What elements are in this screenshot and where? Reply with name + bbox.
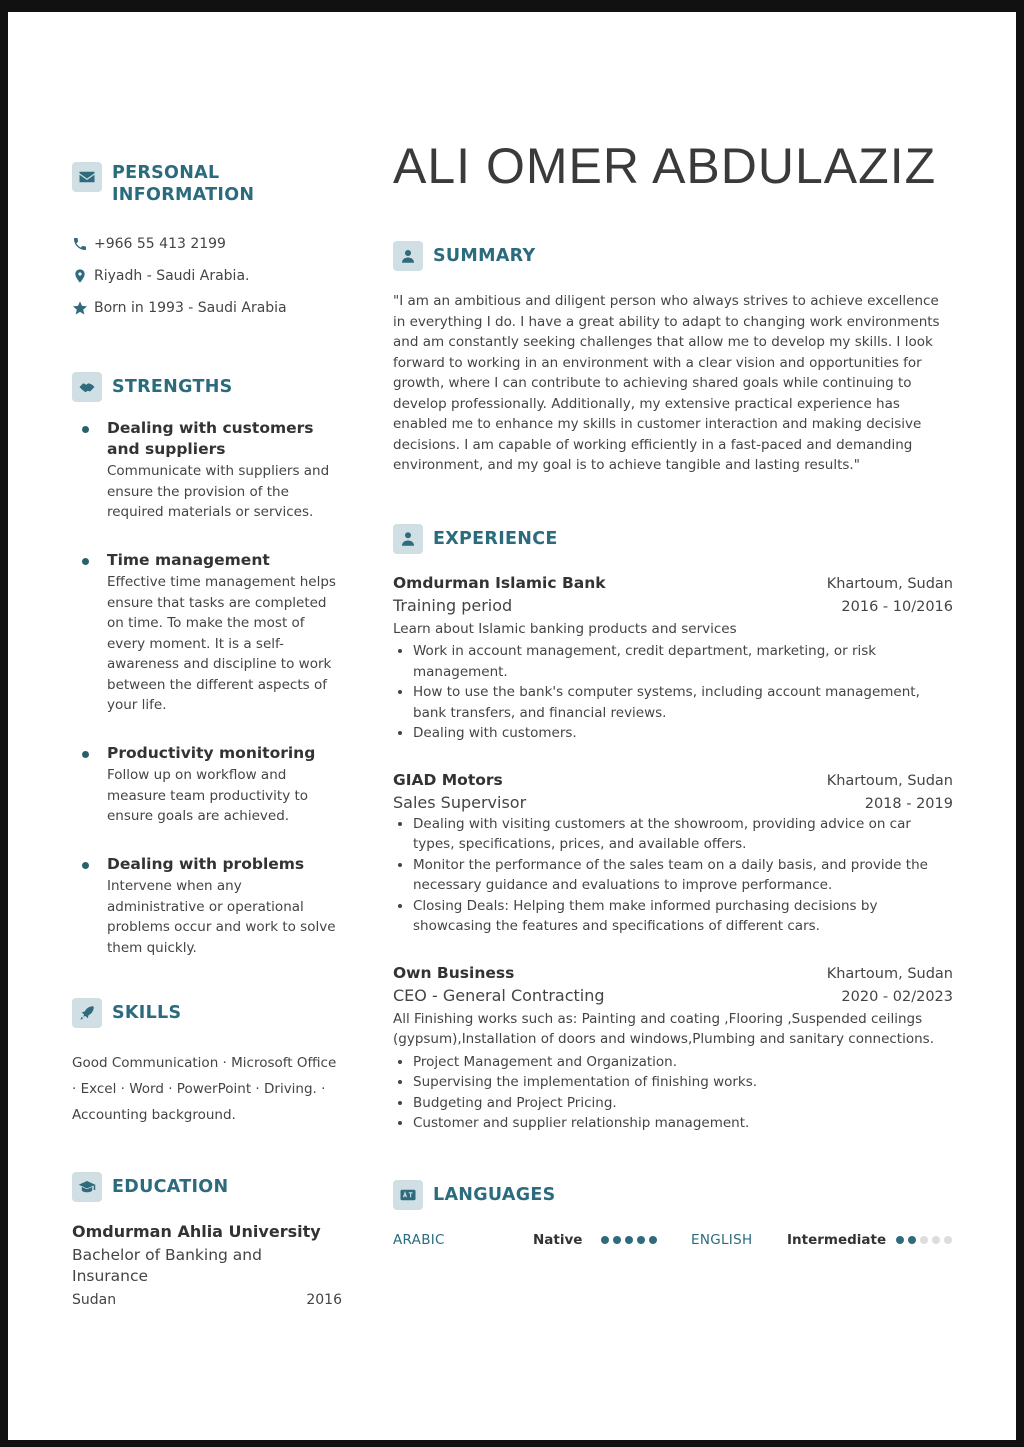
star-icon <box>72 300 88 316</box>
education-entry <box>72 1222 342 1308</box>
rating-dot <box>637 1236 645 1244</box>
bullet-dot <box>82 862 89 869</box>
candidate-name: ALI OMER ABDULAZIZ <box>393 138 937 194</box>
job-bullet: • Dealing with customers. <box>413 723 953 744</box>
job-role: Sales Supervisor <box>393 792 527 812</box>
right-column <box>393 136 953 1248</box>
job-company: Own Business <box>393 963 515 982</box>
strength-item <box>72 550 342 716</box>
job-subheader <box>393 596 953 615</box>
skills-text: Good Communication · Microsoft Office · Excel · Word · PowerPoint · Driving. · Accounting background. <box>72 1055 337 1123</box>
briefcase-person-icon <box>393 524 423 554</box>
job-dates: 2018 - 2019 <box>864 795 953 812</box>
summary-header <box>393 241 953 271</box>
language-name: ENGLISH <box>691 1231 753 1248</box>
job-header <box>393 574 953 592</box>
personal-info-header <box>72 162 342 206</box>
translate-icon <box>393 1180 423 1210</box>
job-subheader <box>393 986 953 1005</box>
rating-dot <box>649 1236 657 1244</box>
job-location: Khartoum, Sudan <box>826 575 953 592</box>
envelope-icon <box>72 162 102 192</box>
phone-icon <box>72 236 88 252</box>
born-row <box>72 292 342 324</box>
strengths-title: STRENGTHS <box>112 377 233 397</box>
job-entry <box>393 574 953 744</box>
bullet-dot <box>82 751 89 758</box>
map-pin-icon <box>72 268 88 284</box>
language-rating <box>601 1236 657 1244</box>
strength-title: Dealing with customers and suppliers <box>107 419 314 458</box>
job-company: Omdurman Islamic Bank <box>393 573 606 592</box>
job-bullet: • Work in account management, credit department, marketing, or risk management. <box>413 641 953 682</box>
job-desc: Learn about Islamic banking products and services <box>393 620 737 637</box>
job-company: GIAD Motors <box>393 770 503 789</box>
job-bullet: • Monitor the performance of the sales team on a daily basis, and provide the necessary guidance and evaluations to improve performance. <box>413 855 953 896</box>
personal-title-line2: INFORMATION <box>112 185 255 205</box>
education-school: Omdurman Ahlia University <box>72 1222 321 1241</box>
job-dates: 2016 - 10/2016 <box>841 598 953 615</box>
job-bullet: • Project Management and Organization. <box>413 1052 953 1073</box>
education-degree: Bachelor of Banking and Insurance <box>72 1246 262 1285</box>
bullet-dot <box>82 558 89 565</box>
language-level: Native <box>533 1231 583 1248</box>
job-dates: 2020 - 02/2023 <box>841 988 953 1005</box>
education-year: 2016 <box>306 1292 342 1308</box>
skills-header <box>72 998 342 1028</box>
summary-text: "I am an ambitious and diligent person who always strives to achieve excellence in everything I do. I have a great ability to adapt to changing work environments and am constantly seeking challenges that allow me to develop my skills. I look forward to working in an environment with a clear vision and opportunities for growth, where I can contribute to achieving shared goals while continuing to develop professionally. Additionally, my extensive practical experience has enabled me to enhance my skills in customer interaction and making decisive decisions. I am capable of working efficiently in a fast-paced and demanding environment, and my goal is to achieve tangible and lasting results." <box>393 293 940 473</box>
graduation-cap-icon <box>72 1172 102 1202</box>
job-role: Training period <box>393 595 513 615</box>
strength-desc: Follow up on workflow and measure team productivity to ensure goals are achieved. <box>107 767 309 824</box>
location-text: Riyadh - Saudi Arabia. <box>94 268 250 284</box>
education-country: Sudan <box>72 1292 117 1308</box>
rating-dot <box>613 1236 621 1244</box>
job-subheader <box>393 793 953 812</box>
personal-info-list <box>72 228 342 324</box>
languages-title: LANGUAGES <box>433 1184 556 1205</box>
language-rating <box>896 1236 952 1244</box>
job-bullet: • Closing Deals: Helping them make informed purchasing decisions by showcasing the features and specifications of different cars. <box>413 896 953 937</box>
phone-text: +966 55 413 2199 <box>94 236 226 252</box>
language-item <box>393 1232 691 1248</box>
rating-dot <box>908 1236 916 1244</box>
languages-header <box>393 1180 953 1210</box>
job-desc: All Finishing works such as: Painting and coating ,Flooring ,Suspended ceilings (gypsum),Installation of doors and windows,Plumbing and sanitary connections. <box>393 1010 934 1047</box>
education-footer <box>72 1292 342 1308</box>
rating-dot <box>932 1236 940 1244</box>
job-bullet: • Budgeting and Project Pricing. <box>413 1093 953 1114</box>
job-bullet: • Customer and supplier relationship management. <box>413 1113 953 1134</box>
language-item <box>691 1232 952 1248</box>
job-header <box>393 771 953 789</box>
strength-desc: Communicate with suppliers and ensure the provision of the required materials or services. <box>107 463 330 520</box>
strength-desc: Effective time management helps ensure that tasks are completed on time. To make the most of every moment. It is a self-awareness and discipline to work between the different aspects of your life. <box>107 574 336 713</box>
job-bullets <box>393 1052 953 1134</box>
summary-title: SUMMARY <box>433 246 536 266</box>
job-bullet: • How to use the bank's computer systems, including account management, bank transfers, and financial reviews. <box>413 682 953 723</box>
rating-dot <box>601 1236 609 1244</box>
experience-header <box>393 524 953 554</box>
rating-dot <box>944 1236 952 1244</box>
job-location: Khartoum, Sudan <box>826 772 953 789</box>
born-text: Born in 1993 - Saudi Arabia <box>94 300 287 316</box>
languages-row <box>393 1232 953 1248</box>
job-header <box>393 964 953 982</box>
language-name: ARABIC <box>393 1231 445 1248</box>
strength-item <box>72 854 342 959</box>
strength-title: Productivity monitoring <box>107 743 316 762</box>
rating-dot <box>920 1236 928 1244</box>
personal-title-line1: PERSONAL <box>112 163 220 183</box>
job-bullet: • Supervising the implementation of finishing works. <box>413 1072 953 1093</box>
job-bullet: • Dealing with visiting customers at the showroom, providing advice on car types, specifications, prices, and available offers. <box>413 814 953 855</box>
resume-page <box>8 12 1016 1440</box>
strengths-list <box>72 418 342 958</box>
strength-title: Time management <box>107 550 270 569</box>
phone-row <box>72 228 342 260</box>
job-role: CEO - General Contracting <box>393 985 605 1005</box>
experience-title: EXPERIENCE <box>433 528 558 549</box>
location-row <box>72 260 342 292</box>
rating-dot <box>625 1236 633 1244</box>
rating-dot <box>896 1236 904 1244</box>
skills-title: SKILLS <box>112 1003 182 1023</box>
rocket-icon <box>72 998 102 1028</box>
job-entry <box>393 964 953 1134</box>
education-header <box>72 1172 342 1202</box>
job-bullets <box>393 814 953 937</box>
strength-item <box>72 743 342 827</box>
strength-desc: Intervene when any administrative or operational problems occur and work to solve them quickly. <box>107 878 336 956</box>
language-level: Intermediate <box>787 1231 887 1248</box>
job-bullets <box>393 641 953 744</box>
strengths-header <box>72 372 342 402</box>
strength-item <box>72 418 342 523</box>
person-icon <box>393 241 423 271</box>
job-location: Khartoum, Sudan <box>826 965 953 982</box>
strength-title: Dealing with problems <box>107 854 305 873</box>
education-title: EDUCATION <box>112 1177 229 1197</box>
job-entry <box>393 771 953 937</box>
left-column <box>72 152 342 1308</box>
bullet-dot <box>82 426 89 433</box>
handshake-icon <box>72 372 102 402</box>
